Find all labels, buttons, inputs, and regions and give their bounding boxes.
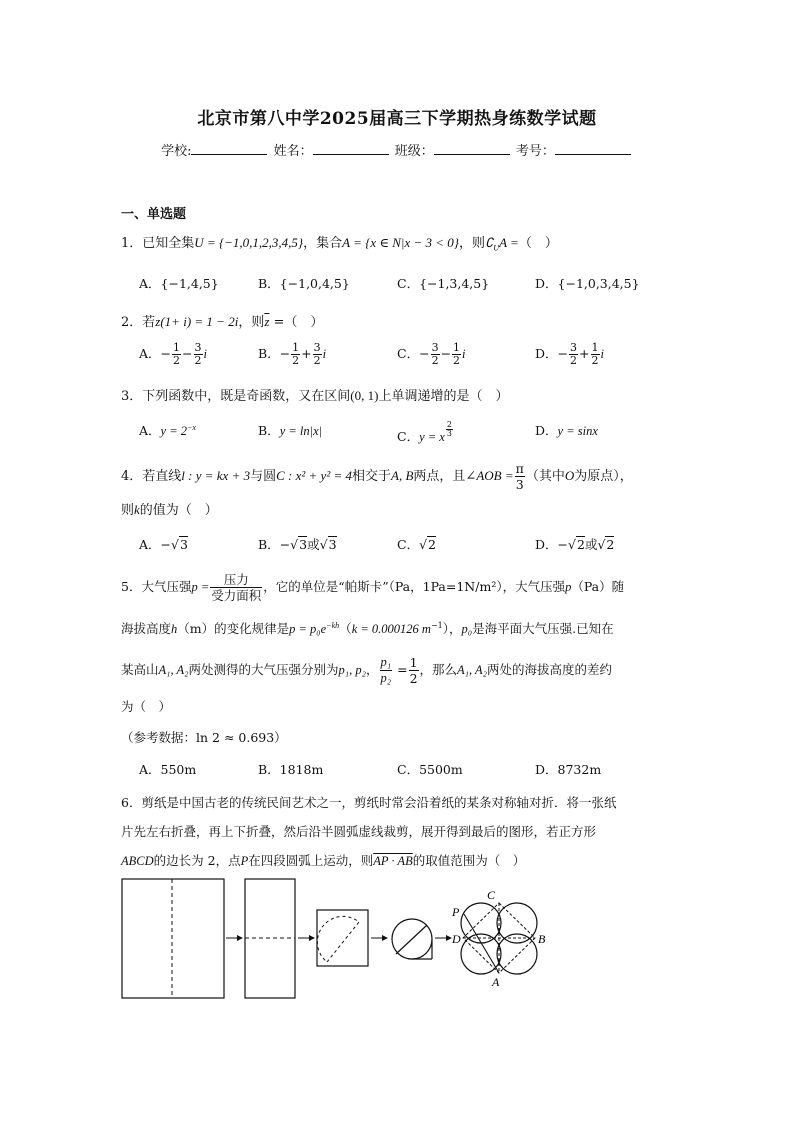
option-a[interactable]: A．550m	[139, 762, 197, 777]
number-label: 考号：	[515, 144, 555, 159]
exam-title: 北京市第八中学2025届高三下学期热身练数学试题	[197, 109, 597, 129]
math: $\overline{z}$	[264, 314, 270, 329]
option-d[interactable]: D．{−1,0,3,4,5}	[535, 276, 640, 291]
school-blank[interactable]	[191, 144, 267, 155]
question-6-line2: 片先左右折叠，再上下折叠，然后沿半圆弧虚线裁剪，展开得到最后的图形，若正方形	[121, 824, 597, 839]
math: U = {−1,0,1,2,3,4,5}	[194, 235, 304, 250]
question-4-stem: 4．若直线l : y = kx + 3与圆C : x² + y² = 4相交于A, B两点，且∠AOB = $\frac{\pi}{3}$ （其中O为原点），	[121, 461, 633, 492]
option-b[interactable]: B．−√3或√3	[258, 537, 337, 552]
question-number: 3．	[121, 389, 143, 404]
section-title: 一、单选题	[121, 207, 187, 222]
option-b[interactable]: B．1818m	[258, 762, 324, 777]
text: 上单调递增的是（ ）	[378, 389, 509, 404]
math: C : x² + y² = 4	[276, 468, 352, 483]
label-c: C	[487, 888, 496, 902]
name-label: 姓名：	[273, 144, 313, 159]
cut-semicircle	[392, 919, 432, 959]
text: 若直线	[142, 469, 182, 484]
math: l : y = kx + 3	[181, 468, 251, 483]
text: ，则	[238, 315, 265, 330]
option-d[interactable]: D．−√2或√2	[535, 537, 615, 552]
label-a: A	[492, 975, 500, 989]
option-c[interactable]: C．{−1,3,4,5}	[397, 276, 490, 291]
text: 两点，且	[413, 469, 466, 484]
math: (0, 1)	[350, 388, 379, 403]
complement-symbol: $∁_U$	[485, 235, 500, 253]
name-blank[interactable]	[313, 144, 389, 155]
text: 与圆	[250, 469, 277, 484]
label-p: P	[452, 905, 460, 919]
half-sheet	[245, 879, 295, 998]
text: ，集合	[303, 236, 343, 251]
question-4-stem-line2: 则k的值为（ ）	[121, 502, 218, 518]
text: ，则	[459, 236, 486, 251]
question-5-stem: 5．大气压强p = $\frac{\text{压力}}{\text{受力面积}}$ ，它的单位是“帕斯卡”（Pa，1Pa=1N/m²），大气压强p（Pa）随	[121, 572, 625, 603]
question-5-line3: 某高山A₁, A₂两处测得的大气压强分别为p₁, p₂， $\frac{\text{p₁}}{\text{p₂}}$ = $\frac{1}{2}$ ，那么A₁, A₂两处的海拔高度的差约	[121, 655, 613, 686]
option-d[interactable]: D．− $\frac{3}{2}$ + $\frac{1}{2}$ i	[535, 341, 604, 367]
option-a[interactable]: A．−√3	[139, 537, 188, 552]
full-sheet	[122, 879, 224, 998]
school-label: 学校:	[161, 144, 192, 159]
paper-cutting-figure	[115, 872, 555, 1002]
student-info-line	[0, 140, 794, 159]
text: 相交于	[352, 469, 392, 484]
reference-data: （参考数据：ln 2 ≈ 0.693）	[121, 730, 287, 745]
option-a[interactable]: A．$y = 2^{-x}$	[139, 422, 196, 438]
math: z(1+ i) = 1 − 2i	[155, 314, 239, 329]
text: 已知全集	[142, 236, 195, 251]
question-5-line4: 为（ ）	[121, 699, 172, 714]
question-3-stem	[121, 385, 508, 404]
math: A, B	[391, 468, 414, 483]
question-number: 2．	[121, 315, 143, 330]
question-5-line2: 海拔高度h（m）的变化规律是$p = p_0e^{-kh}(k = 0.000126$ $m^{-1}$），p₀是海平面大气压强.已知在	[121, 620, 614, 636]
question-6-stem: 6．剪纸是中国古老的传统民间艺术之一，剪纸时常会沿着纸的某条对称轴对折．将一张纸	[121, 795, 617, 810]
text: （其中	[525, 469, 565, 484]
option-c[interactable]: C．− $\frac{3}{2}$ − $\frac{1}{2}$ i	[397, 341, 466, 367]
option-b[interactable]: B．{−1,0,4,5}	[258, 276, 350, 291]
answer-paren: =（ ）	[269, 315, 324, 330]
math: O	[564, 468, 575, 483]
option-b[interactable]: B．y = ln|x|	[258, 423, 323, 438]
option-c[interactable]: C．√2	[397, 537, 436, 552]
label-d: D	[452, 932, 461, 946]
question-6-line3: ABCD的边长为 2，点P在四段圆弧上运动，则AP · AB的取值范围为（ ）	[121, 853, 526, 868]
option-d[interactable]: D．y = sinx	[535, 423, 598, 438]
class-label: 班级：	[394, 144, 434, 159]
text: 下列函数中，既是奇函数，又在区间	[142, 389, 351, 404]
question-number: 1．	[121, 236, 143, 251]
option-c[interactable]: C．y = x $\frac{2}{3}$	[397, 420, 452, 445]
question-2-stem	[121, 311, 323, 330]
math: ∠AOB =	[465, 468, 514, 483]
text: 为原点），	[574, 469, 633, 484]
question-1-stem	[121, 232, 558, 253]
option-a[interactable]: A．{−1,4,5}	[139, 276, 219, 291]
class-blank[interactable]	[434, 144, 510, 155]
option-b[interactable]: B．− $\frac{1}{2}$ + $\frac{3}{2}$ i	[258, 341, 327, 367]
math: A =	[499, 235, 519, 250]
math: A = {x ∈ N|x − 3 < 0}	[342, 235, 459, 250]
final-four-arc-figure	[451, 888, 546, 989]
question-number: 4．	[121, 469, 143, 484]
option-c[interactable]: C．5500m	[397, 762, 463, 777]
option-d[interactable]: D．8732m	[535, 762, 602, 777]
label-b: B	[538, 932, 546, 946]
quarter-sheet	[317, 910, 368, 966]
answer-paren: （ ）	[518, 236, 558, 251]
option-a[interactable]: A．− $\frac{1}{2}$ − $\frac{3}{2}$ i	[139, 341, 207, 367]
text: 若	[142, 315, 156, 330]
number-blank[interactable]	[555, 144, 631, 155]
